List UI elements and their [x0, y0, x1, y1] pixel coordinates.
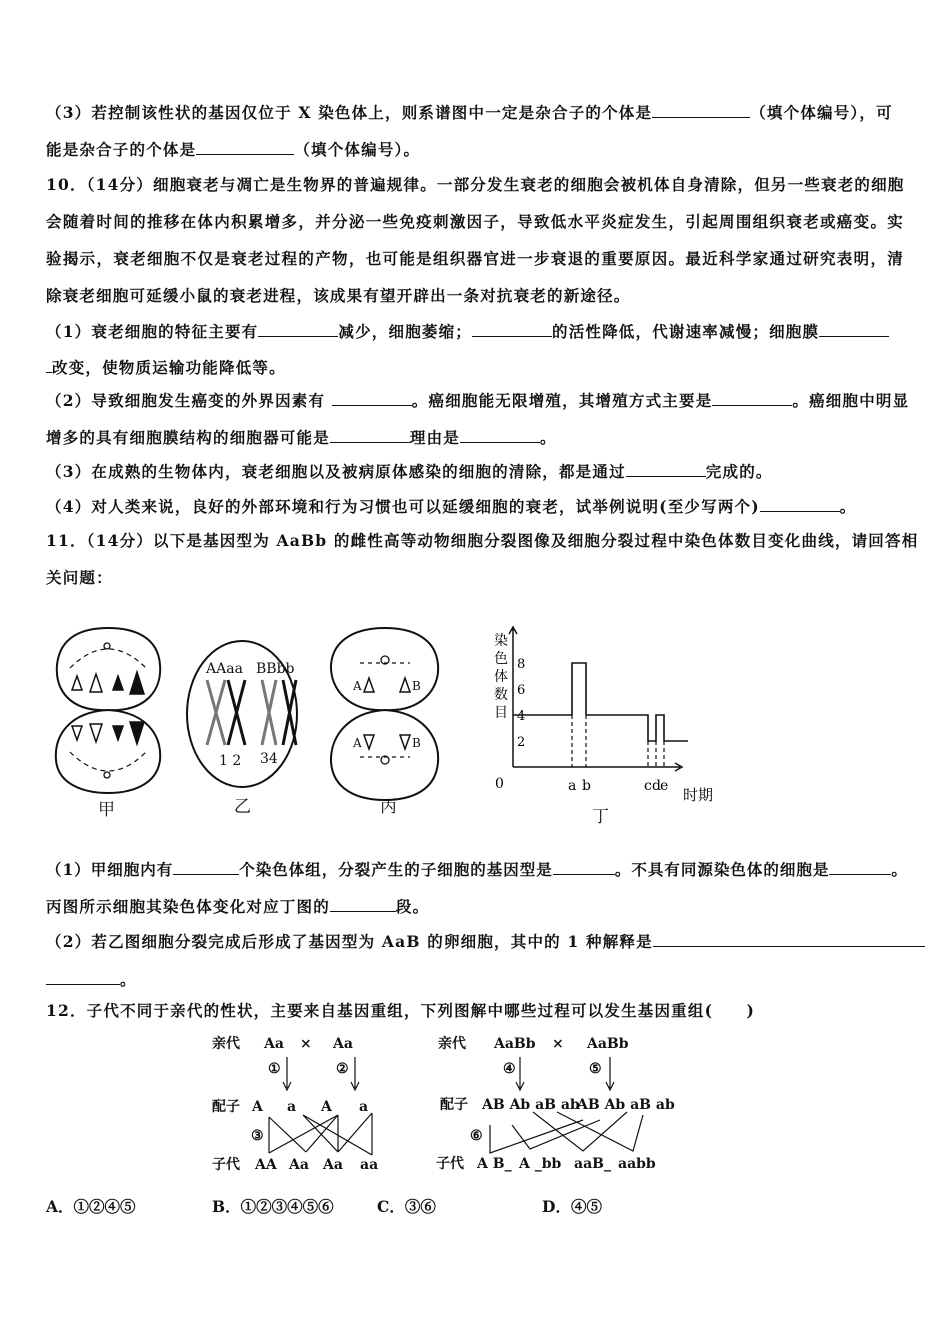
- answer-blank[interactable]: [258, 321, 338, 337]
- y-tick-label: 2: [517, 735, 526, 750]
- q10-intro-line: 10．（14分）细胞衰老与凋亡是生物界的普遍规律。一部分发生衰老的细胞会被机体自身清除，但另一些衰老的细胞: [46, 175, 905, 194]
- step-6: ⑥: [470, 1128, 483, 1144]
- cross-lines: [269, 1057, 643, 1155]
- option-letter: C．: [377, 1197, 405, 1216]
- parent-genotype: AaBb: [587, 1036, 629, 1052]
- q9-part3-line2: [46, 139, 420, 160]
- offspring-label: 子代: [436, 1156, 464, 1172]
- option-letter: A．: [46, 1197, 74, 1216]
- text: 。: [839, 497, 857, 516]
- offspring: Aa: [323, 1157, 343, 1173]
- q11-intro-line: 11．（14分）以下是基因型为 AaBb 的雌性高等动物细胞分裂图像及细胞分裂过程中染色体数目变化曲线，请回答相: [46, 531, 919, 550]
- answer-blank[interactable]: [653, 931, 925, 947]
- cell-jia-outline: [56, 628, 160, 793]
- origin-label: 0: [495, 776, 504, 792]
- answer-blank[interactable]: [626, 461, 706, 477]
- text: 。: [540, 428, 557, 447]
- x-tick-label: c: [644, 778, 652, 794]
- q10-intro-line: 除衰老细胞可延缓小鼠的衰老进程，该成果有望开辟出一条对抗衰老的新途径。: [46, 286, 631, 305]
- answer-blank[interactable]: [553, 859, 615, 875]
- answer-blank[interactable]: [712, 390, 792, 406]
- text: 。: [891, 860, 908, 879]
- q9-part3-line1: [46, 102, 893, 123]
- yi-genes-a: AAaa: [206, 661, 243, 677]
- yi-genes-b: BBbb: [256, 661, 295, 677]
- answer-blank[interactable]: [472, 321, 552, 337]
- option-a[interactable]: [46, 1195, 136, 1217]
- q10-sub1-line1: [46, 321, 889, 342]
- x-axis-label: 时期: [683, 786, 714, 804]
- offspring: aaB_: [574, 1156, 611, 1172]
- answer-blank[interactable]: [332, 390, 412, 406]
- answer-blank[interactable]: [330, 427, 410, 443]
- answer-blank[interactable]: [760, 496, 840, 512]
- offspring: Aa: [289, 1157, 309, 1173]
- text: 。癌细胞中明显: [792, 391, 910, 410]
- chromosome-count-line: [513, 663, 688, 741]
- x-tick-label: d: [652, 778, 661, 794]
- text: （3）若控制该性状的基因仅位于 X 染色体上，则系谱图中一定是杂合子的个体是: [46, 103, 653, 122]
- parent-genotype: Aa: [333, 1036, 353, 1052]
- parent-label: 亲代: [212, 1036, 240, 1052]
- option-text: ①②④⑤: [73, 1197, 136, 1216]
- offspring-label: 子代: [212, 1157, 240, 1173]
- text: 的活性降低，代谢速率减慢；细胞膜: [552, 322, 820, 341]
- label-bing: 丙: [380, 797, 397, 817]
- answer-blank[interactable]: [196, 139, 294, 155]
- option-text: ③⑥: [404, 1197, 436, 1216]
- option-text: ①②③④⑤⑥: [240, 1197, 334, 1216]
- label-jia: 甲: [98, 800, 115, 820]
- offspring: aa: [360, 1157, 379, 1173]
- chart-axes: [509, 627, 682, 771]
- q10-sub2-line1: [46, 390, 909, 411]
- gamete: a: [359, 1099, 369, 1115]
- text: 。癌细胞能无限增殖，其增殖方式主要是: [411, 391, 713, 410]
- x-tick-label: a: [568, 778, 577, 794]
- q11-sub2-line1: [46, 931, 925, 952]
- answer-blank[interactable]: [829, 859, 891, 875]
- text: 减少，细胞萎缩；: [338, 322, 472, 341]
- q10-sub2-line2: [46, 427, 557, 448]
- option-letter: B．: [212, 1197, 241, 1216]
- cell-bing-outline: [331, 628, 438, 800]
- text: 能是杂合子的个体是: [46, 140, 197, 159]
- text: 个染色体组，分裂产生的子细胞的基因型是: [239, 860, 553, 879]
- answer-blank[interactable]: [330, 896, 396, 912]
- text: 改变，使物质运输功能降低等。: [52, 358, 286, 377]
- text: （填个体编号）。: [294, 140, 421, 159]
- bing-gene: B: [412, 736, 421, 750]
- text: 完成的。: [705, 462, 773, 481]
- cross-sign: ×: [300, 1036, 312, 1052]
- text: 段。: [395, 897, 430, 916]
- text: （2）导致细胞发生癌变的外界因素有: [46, 391, 332, 410]
- text: 理由是: [409, 428, 461, 447]
- q10-sub1-line2: [46, 357, 286, 378]
- gametes: AB Ab aB ab: [577, 1097, 675, 1113]
- bing-gene: B: [412, 679, 421, 693]
- answer-blank[interactable]: [819, 321, 889, 337]
- parent-label: 亲代: [438, 1036, 466, 1052]
- q11-sub1-line1: [46, 859, 908, 880]
- answer-blank[interactable]: [46, 969, 120, 985]
- label-ding: 丁: [592, 807, 609, 827]
- step-3: ③: [251, 1128, 264, 1144]
- y-tick-label: 4: [517, 709, 526, 724]
- q10-sub3: [46, 461, 773, 482]
- text: 。: [120, 970, 137, 989]
- option-letter: D．: [542, 1197, 571, 1216]
- step-2: ②: [336, 1061, 349, 1077]
- x-tick-label: b: [582, 778, 591, 794]
- offspring: AA: [255, 1157, 277, 1173]
- option-b[interactable]: [212, 1195, 334, 1217]
- text: （3）在成熟的生物体内，衰老细胞以及被病原体感染的细胞的清除，都是通过: [46, 462, 626, 481]
- text: （填个体编号），可: [750, 103, 893, 122]
- gamete: a: [287, 1099, 297, 1115]
- q10-intro-line: 验揭示，衰老细胞不仅是衰老过程的产物，也可能是组织器官进一步衰退的重要原因。最近科学家通过研究表明，清: [46, 249, 904, 268]
- text: 。不具有同源染色体的细胞是: [614, 860, 830, 879]
- gamete: A: [321, 1099, 332, 1115]
- step-4: ④: [503, 1061, 516, 1077]
- y-tick-label: 6: [517, 683, 526, 698]
- answer-blank[interactable]: [173, 859, 239, 875]
- offspring: aabb: [618, 1156, 656, 1172]
- answer-blank[interactable]: [652, 102, 750, 118]
- cross-sign: ×: [552, 1036, 564, 1052]
- option-text: ④⑤: [570, 1197, 602, 1216]
- x-tick-label: e: [660, 778, 669, 794]
- bing-gene: A: [353, 679, 362, 693]
- q10-intro-line: 会随着时间的推移在体内积累增多，并分泌一些免疫刺激因子，导致低水平炎症发生，引起周围组织衰老或癌变。实: [46, 212, 904, 231]
- y-axis-label: 染色体数目: [494, 633, 508, 721]
- answer-blank[interactable]: [460, 427, 540, 443]
- label-yi: 乙: [234, 797, 251, 817]
- step-1: ①: [268, 1061, 281, 1077]
- gametes: AB Ab aB ab: [482, 1097, 580, 1113]
- option-d[interactable]: [542, 1195, 602, 1217]
- q12-stem: 12．子代不同于亲代的性状，主要来自基因重组，下列图解中哪些过程可以发生基因重组( ): [46, 1001, 756, 1020]
- chromosome-count-chart: [494, 627, 713, 804]
- step-5: ⑤: [589, 1061, 602, 1077]
- yi-numbers: 1 2: [219, 753, 242, 769]
- gamete-label: 配子: [212, 1099, 240, 1115]
- parent-genotype: AaBb: [494, 1036, 536, 1052]
- yi-numbers: 34: [260, 751, 278, 767]
- y-tick-label: 8: [517, 657, 526, 672]
- bing-gene: A: [353, 736, 362, 750]
- text: 增多的具有细胞膜结构的细胞器可能是: [46, 428, 330, 447]
- text: （2）若乙图细胞分裂完成后形成了基因型为 AaB 的卵细胞，其中的 1 种解释是: [46, 932, 653, 951]
- offspring: A _bb: [519, 1156, 562, 1172]
- parent-genotype: Aa: [264, 1036, 284, 1052]
- gamete-label: 配子: [440, 1097, 468, 1113]
- text: （4）对人类来说，良好的外部环境和行为习惯也可以延缓细胞的衰老，试举例说明(至少写两个): [46, 497, 760, 516]
- gamete: A: [252, 1099, 263, 1115]
- q11-sub1-line2: [46, 896, 429, 917]
- q11-intro-line: 关问题：: [46, 568, 113, 587]
- cell-yi-outline: [187, 641, 297, 787]
- text: （1）甲细胞内有: [46, 860, 174, 879]
- q10-sub4: [46, 496, 856, 517]
- q11-sub2-line2: [46, 969, 137, 990]
- offspring: A B_: [477, 1156, 512, 1172]
- text: （1）衰老细胞的特征主要有: [46, 322, 259, 341]
- option-c[interactable]: [377, 1195, 436, 1217]
- text: 丙图所示细胞其染色体变化对应丁图的: [46, 897, 330, 916]
